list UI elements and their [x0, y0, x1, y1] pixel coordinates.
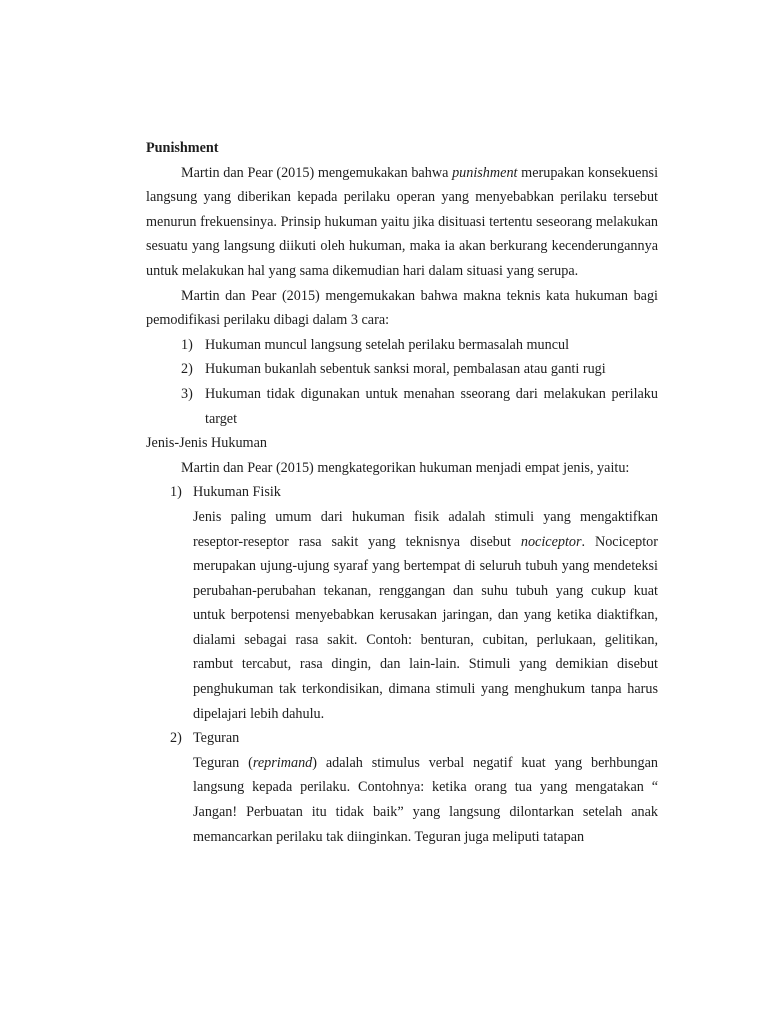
text-run: merupakan konsekuensi langsung yang diberikan kepada perilaku operan yang menyebabkan perilaku tersebut menurun frekuensinya. Prinsip hukuman yaitu jika disituasi tertentu seseorang melakukan sesuatu yang langsung diikuti oleh hukuman, maka ia akan berkurang kecenderungannya untuk melakukan hal yang sama dikemudian hari dalam situasi yang serupa.	[146, 164, 659, 279]
paragraph-categories-intro: Martin dan Pear (2015) mengkategorikan hukuman menjadi empat jenis, yaitu:	[181, 459, 630, 476]
list-number: 3)	[181, 385, 193, 402]
document-body	[146, 136, 658, 849]
text-run: Martin dan Pear (2015) mengemukakan bahwa	[181, 164, 453, 181]
list-number: 1)	[181, 336, 193, 353]
italic-term: nociceptor	[520, 533, 582, 550]
italic-term: reprimand	[252, 754, 313, 771]
list-item-hukuman-fisik	[146, 480, 658, 505]
italic-term: punishment	[452, 164, 518, 181]
text-run: Teguran (	[193, 754, 253, 771]
list-item-text: Hukuman tidak digunakan untuk menahan sseorang dari melakukan perilaku target	[205, 385, 658, 427]
paragraph-teguran	[146, 751, 658, 849]
list-number: 2)	[170, 730, 182, 747]
text-run: Jenis paling umum dari hukuman fisik adalah stimuli yang mengaktifkan reseptor-reseptor rasa sakit yang teknisnya disebut	[193, 508, 658, 550]
text-run: ) adalah stimulus verbal negatif kuat yang berhbungan langsung kepada perilaku. Contohnya: ketika orang tua yang mengatakan “ Jangan! Perbuatan itu tidak baik” yang langsung dilontarkan setelah anak memancarkan perilaku tak diinginkan. Teguran juga meliputi tatapan	[193, 754, 659, 845]
section-heading-punishment: Punishment	[146, 140, 219, 156]
list-item-title: Hukuman Fisik	[193, 484, 281, 501]
paragraph-technical-meaning: Martin dan Pear (2015) mengemukakan bahwa makna teknis kata hukuman bagi pemodifikasi perilaku dibagi dalam 3 cara:	[146, 287, 658, 329]
list-number: 1)	[170, 484, 182, 501]
list-item	[146, 333, 658, 358]
list-item-teguran	[146, 726, 658, 751]
list-item	[146, 357, 658, 382]
list-item-text: Hukuman bukanlah sebentuk sanksi moral, pembalasan atau ganti rugi	[205, 361, 606, 378]
text-run: . Nociceptor merupakan ujung-ujung syaraf yang bertempat di seluruh tubuh yang mendeteksi perubahan-perubahan tekanan, renggangan dan suhu tubuh yang cukup kuat untuk berpotensi menyebabkan kerusakan jaringan, dan yang ketika diaktifkan, dialami sebagai rasa sakit. Contoh: benturan, cubitan, perlukaan, gelitikan, rambut tercabut, rasa dingin, dan lain-lain. Stimuli yang demikian disebut penghukuman tak terkondisikan, dimana stimuli yang menghukum tanpa harus dipelajari lebih dahulu.	[193, 533, 658, 722]
paragraph-punishment-definition	[146, 161, 658, 284]
paragraph-hukuman-fisik	[146, 505, 658, 726]
list-item-text: Hukuman muncul langsung setelah perilaku bermasalah muncul	[205, 336, 570, 353]
list-item	[146, 382, 658, 431]
list-number: 2)	[181, 361, 193, 378]
section-heading-jenis-hukuman: Jenis-Jenis Hukuman	[146, 435, 267, 452]
list-item-title: Teguran	[193, 730, 240, 747]
